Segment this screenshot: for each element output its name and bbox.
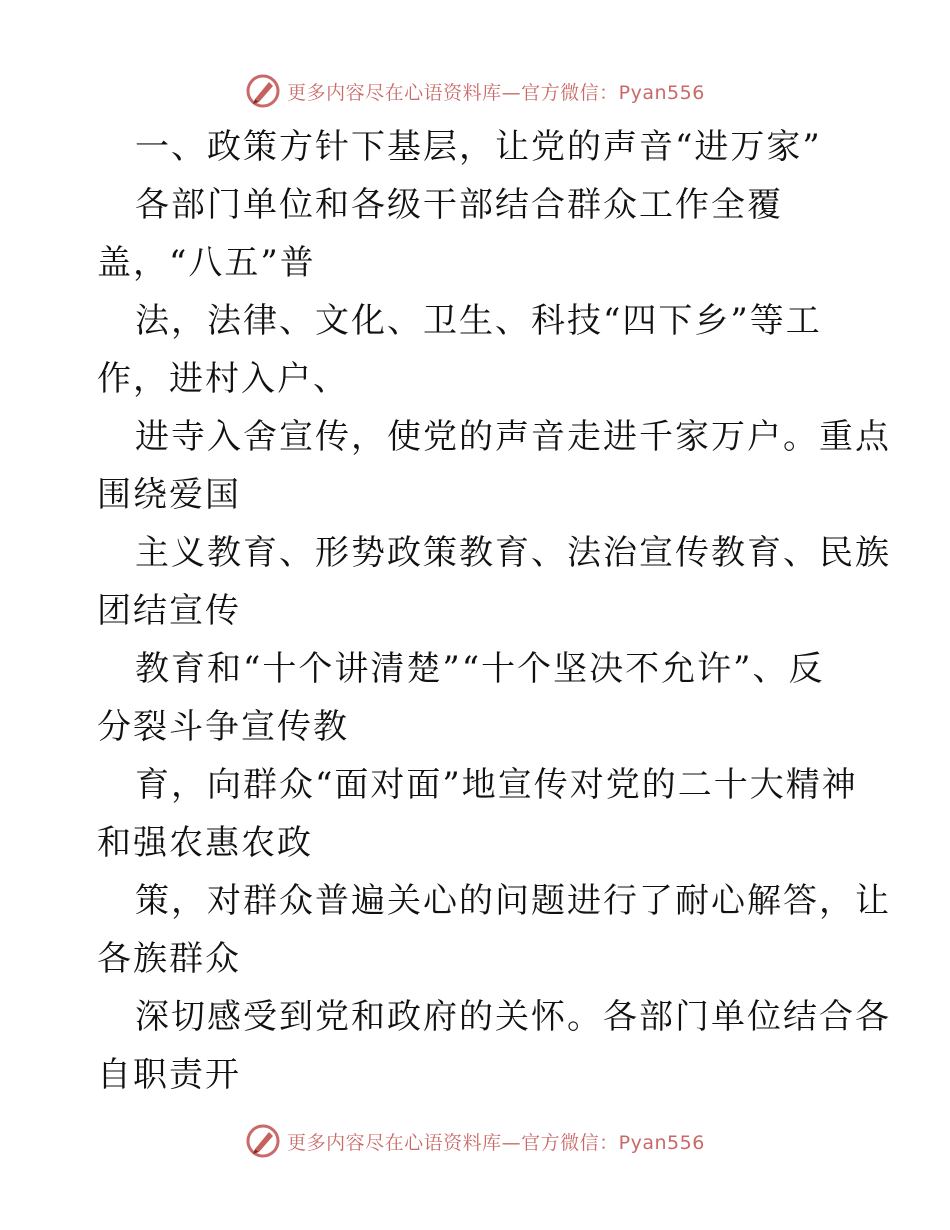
paragraph-line: 分裂斗争宣传教 — [97, 707, 349, 747]
paragraph-line: 教育和“十个讲清楚”“十个坚决不允许”、反 — [135, 649, 825, 689]
pen-logo-icon — [245, 1123, 281, 1159]
header-watermark — [0, 71, 950, 111]
paragraph-line: 作，进村入户、 — [97, 359, 349, 399]
paragraph-line: 盖，“八五”普 — [97, 243, 316, 283]
paragraph-line: 团结宣传 — [97, 591, 241, 631]
footer-watermark — [0, 1121, 950, 1161]
paragraph-line: 主义教育、形势政策教育、法治宣传教育、民族 — [135, 533, 891, 573]
watermark-text: 更多内容尽在心语资料库—官方微信：Pyan556 — [287, 81, 705, 104]
paragraph-line: 自职责开 — [97, 1055, 241, 1095]
pen-logo-icon — [245, 73, 281, 109]
paragraph-line: 深切感受到党和政府的关怀。各部门单位结合各 — [135, 997, 891, 1037]
watermark-text: 更多内容尽在心语资料库—官方微信：Pyan556 — [287, 1131, 705, 1154]
paragraph-line: 各部门单位和各级干部结合群众工作全覆 — [135, 185, 783, 225]
paragraph-line: 法，法律、文化、卫生、科技“四下乡”等工 — [135, 301, 822, 341]
paragraph-line: 策，对群众普遍关心的问题进行了耐心解答，让 — [135, 881, 891, 921]
paragraph-line: 育，向群众“面对面”地宣传对党的二十大精神 — [135, 765, 858, 805]
paragraph-line: 和强农惠农政 — [97, 823, 313, 863]
paragraph-line: 进寺入舍宣传，使党的声音走进千家万户。重点 — [135, 417, 891, 457]
paragraph-line: 围绕爱国 — [97, 475, 241, 515]
section-heading: 一、政策方针下基层，让党的声音“进万家” — [135, 127, 822, 167]
paragraph-line: 各族群众 — [97, 939, 241, 979]
